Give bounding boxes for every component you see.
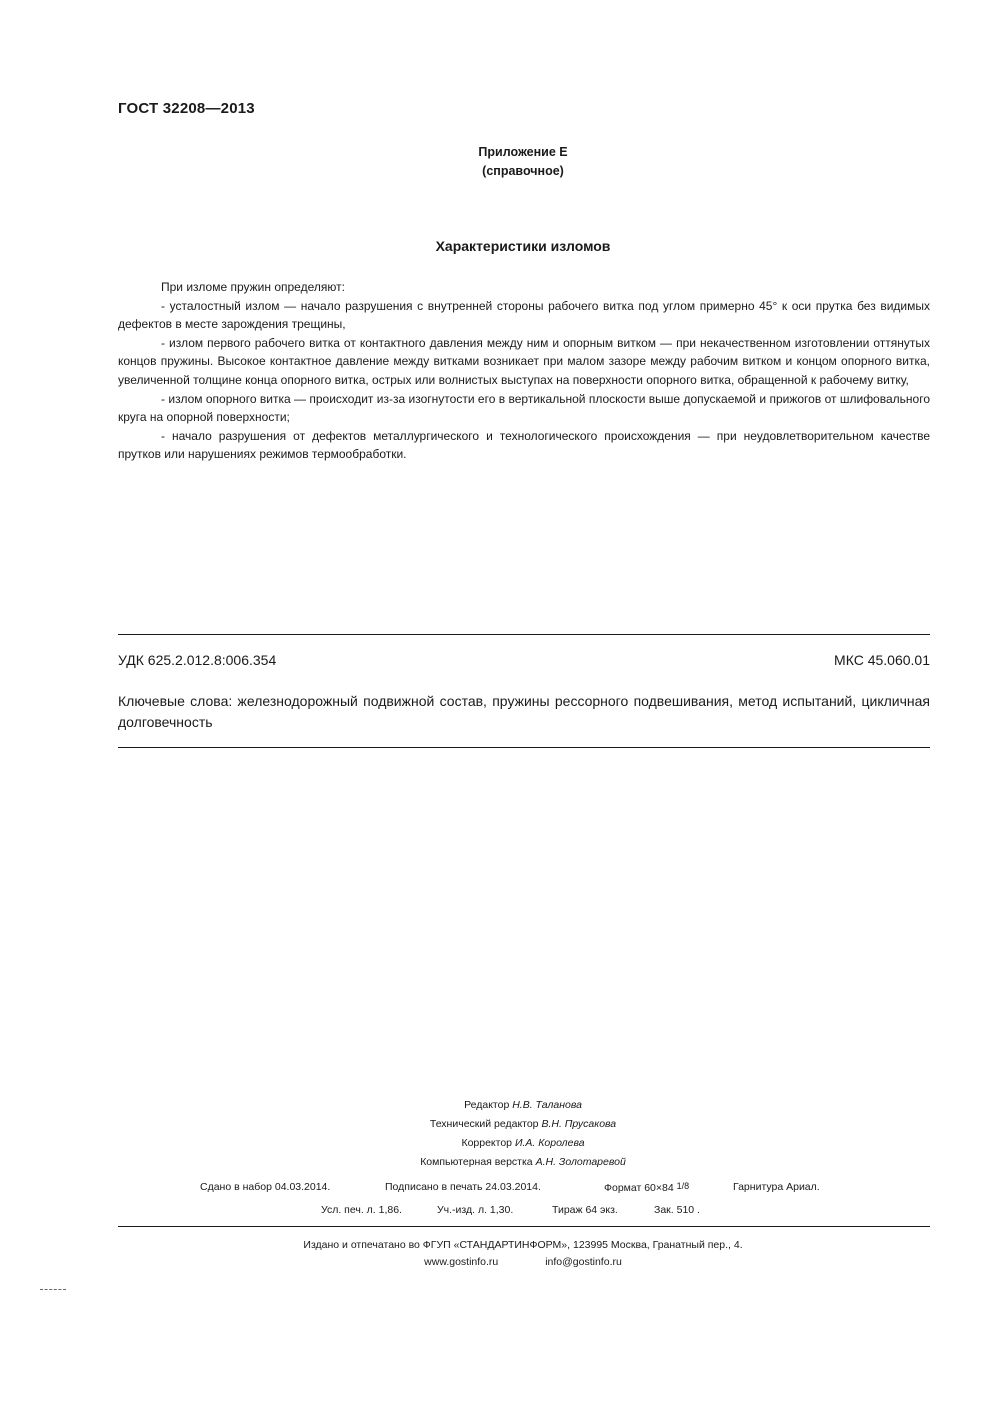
udk-code: УДК 625.2.012.8:006.354 bbox=[118, 652, 277, 668]
publisher-website[interactable]: www.gostinfo.ru bbox=[424, 1256, 499, 1268]
annex-type: (справочное) bbox=[482, 164, 564, 178]
imprint-typeset: Сдано в набор 04.03.2014. bbox=[200, 1181, 331, 1193]
imprint-typeface: Гарнитура Ариал. bbox=[733, 1181, 820, 1193]
imprint-format: Формат 60×84 1/8 bbox=[604, 1181, 690, 1194]
divider-imprint bbox=[118, 1226, 930, 1227]
body-item: - усталостный излом — начало разрушения с внутренней стороны рабочего витка под углом примерно 45° к оси прутка без видимых дефектов в месте зарождения трещины, bbox=[118, 298, 930, 332]
mks-code: МКС 45.060.01 bbox=[834, 652, 930, 668]
credit-line: Корректор И.А. Королева bbox=[461, 1137, 585, 1149]
imprint-run: Тираж 64 экз. bbox=[552, 1204, 618, 1216]
body-item: - излом опорного витка — происходит из-за изогнутости его в вертикальной плоскости выше допускаемой и прижогов от шлифовального круга на опорной поверхности; bbox=[118, 391, 930, 425]
scan-mark bbox=[40, 1289, 66, 1290]
annex-heading bbox=[0, 143, 1000, 181]
imprint-pub-sheets: Уч.-изд. л. 1,30. bbox=[437, 1204, 514, 1216]
standard-number: ГОСТ 32208—2013 bbox=[118, 100, 255, 117]
keywords: Ключевые слова: железнодорожный подвижной состав, пружины рессорного подвешивания, метод испытаний, цикличная долговечность bbox=[118, 693, 930, 730]
credit-line: Компьютерная верстка А.Н. Золотаревой bbox=[420, 1156, 626, 1168]
divider-top bbox=[118, 634, 930, 635]
body-intro: При изломе пружин определяют: bbox=[161, 280, 345, 294]
publisher-contacts bbox=[0, 1254, 1000, 1271]
publisher-line: Издано и отпечатано во ФГУП «СТАНДАРТИНФОРМ», 123995 Москва, Гранатный пер., 4. bbox=[303, 1239, 743, 1251]
imprint-order: Зак. 510 . bbox=[654, 1204, 700, 1216]
body-item: - начало разрушения от дефектов металлургического и технологического происхождения — при неудовлетворительном качестве прутков или нарушениях режимов термообработки. bbox=[118, 428, 930, 462]
credits bbox=[0, 1096, 1000, 1172]
credit-line: Технический редактор В.Н. Прусакова bbox=[429, 1118, 617, 1130]
credit-line: Редактор Н.В. Таланова bbox=[464, 1099, 582, 1111]
imprint-signed: Подписано в печать 24.03.2014. bbox=[385, 1181, 541, 1193]
annex-title: Приложение Е bbox=[478, 145, 568, 159]
publisher-email[interactable]: info@gostinfo.ru bbox=[545, 1256, 622, 1268]
imprint-print-sheets: Усл. печ. л. 1,86. bbox=[321, 1204, 402, 1216]
body-text bbox=[118, 278, 930, 464]
body-item: - излом первого рабочего витка от контактного давления между ним и опорным витком — при некачественном изготовлении оттянутых концов пружины. Высокое контактное давление между витками возникает при малом зазоре между рабочим витком и концом опорного витка, увеличенной толщине конца опорного витка, острых или волнистых выступах на поверхности опорного витка, обращенной к рабочему витку, bbox=[118, 335, 930, 387]
publisher-block bbox=[0, 1237, 1000, 1271]
divider-bottom bbox=[118, 747, 930, 748]
section-title: Характеристики изломов bbox=[435, 238, 611, 254]
